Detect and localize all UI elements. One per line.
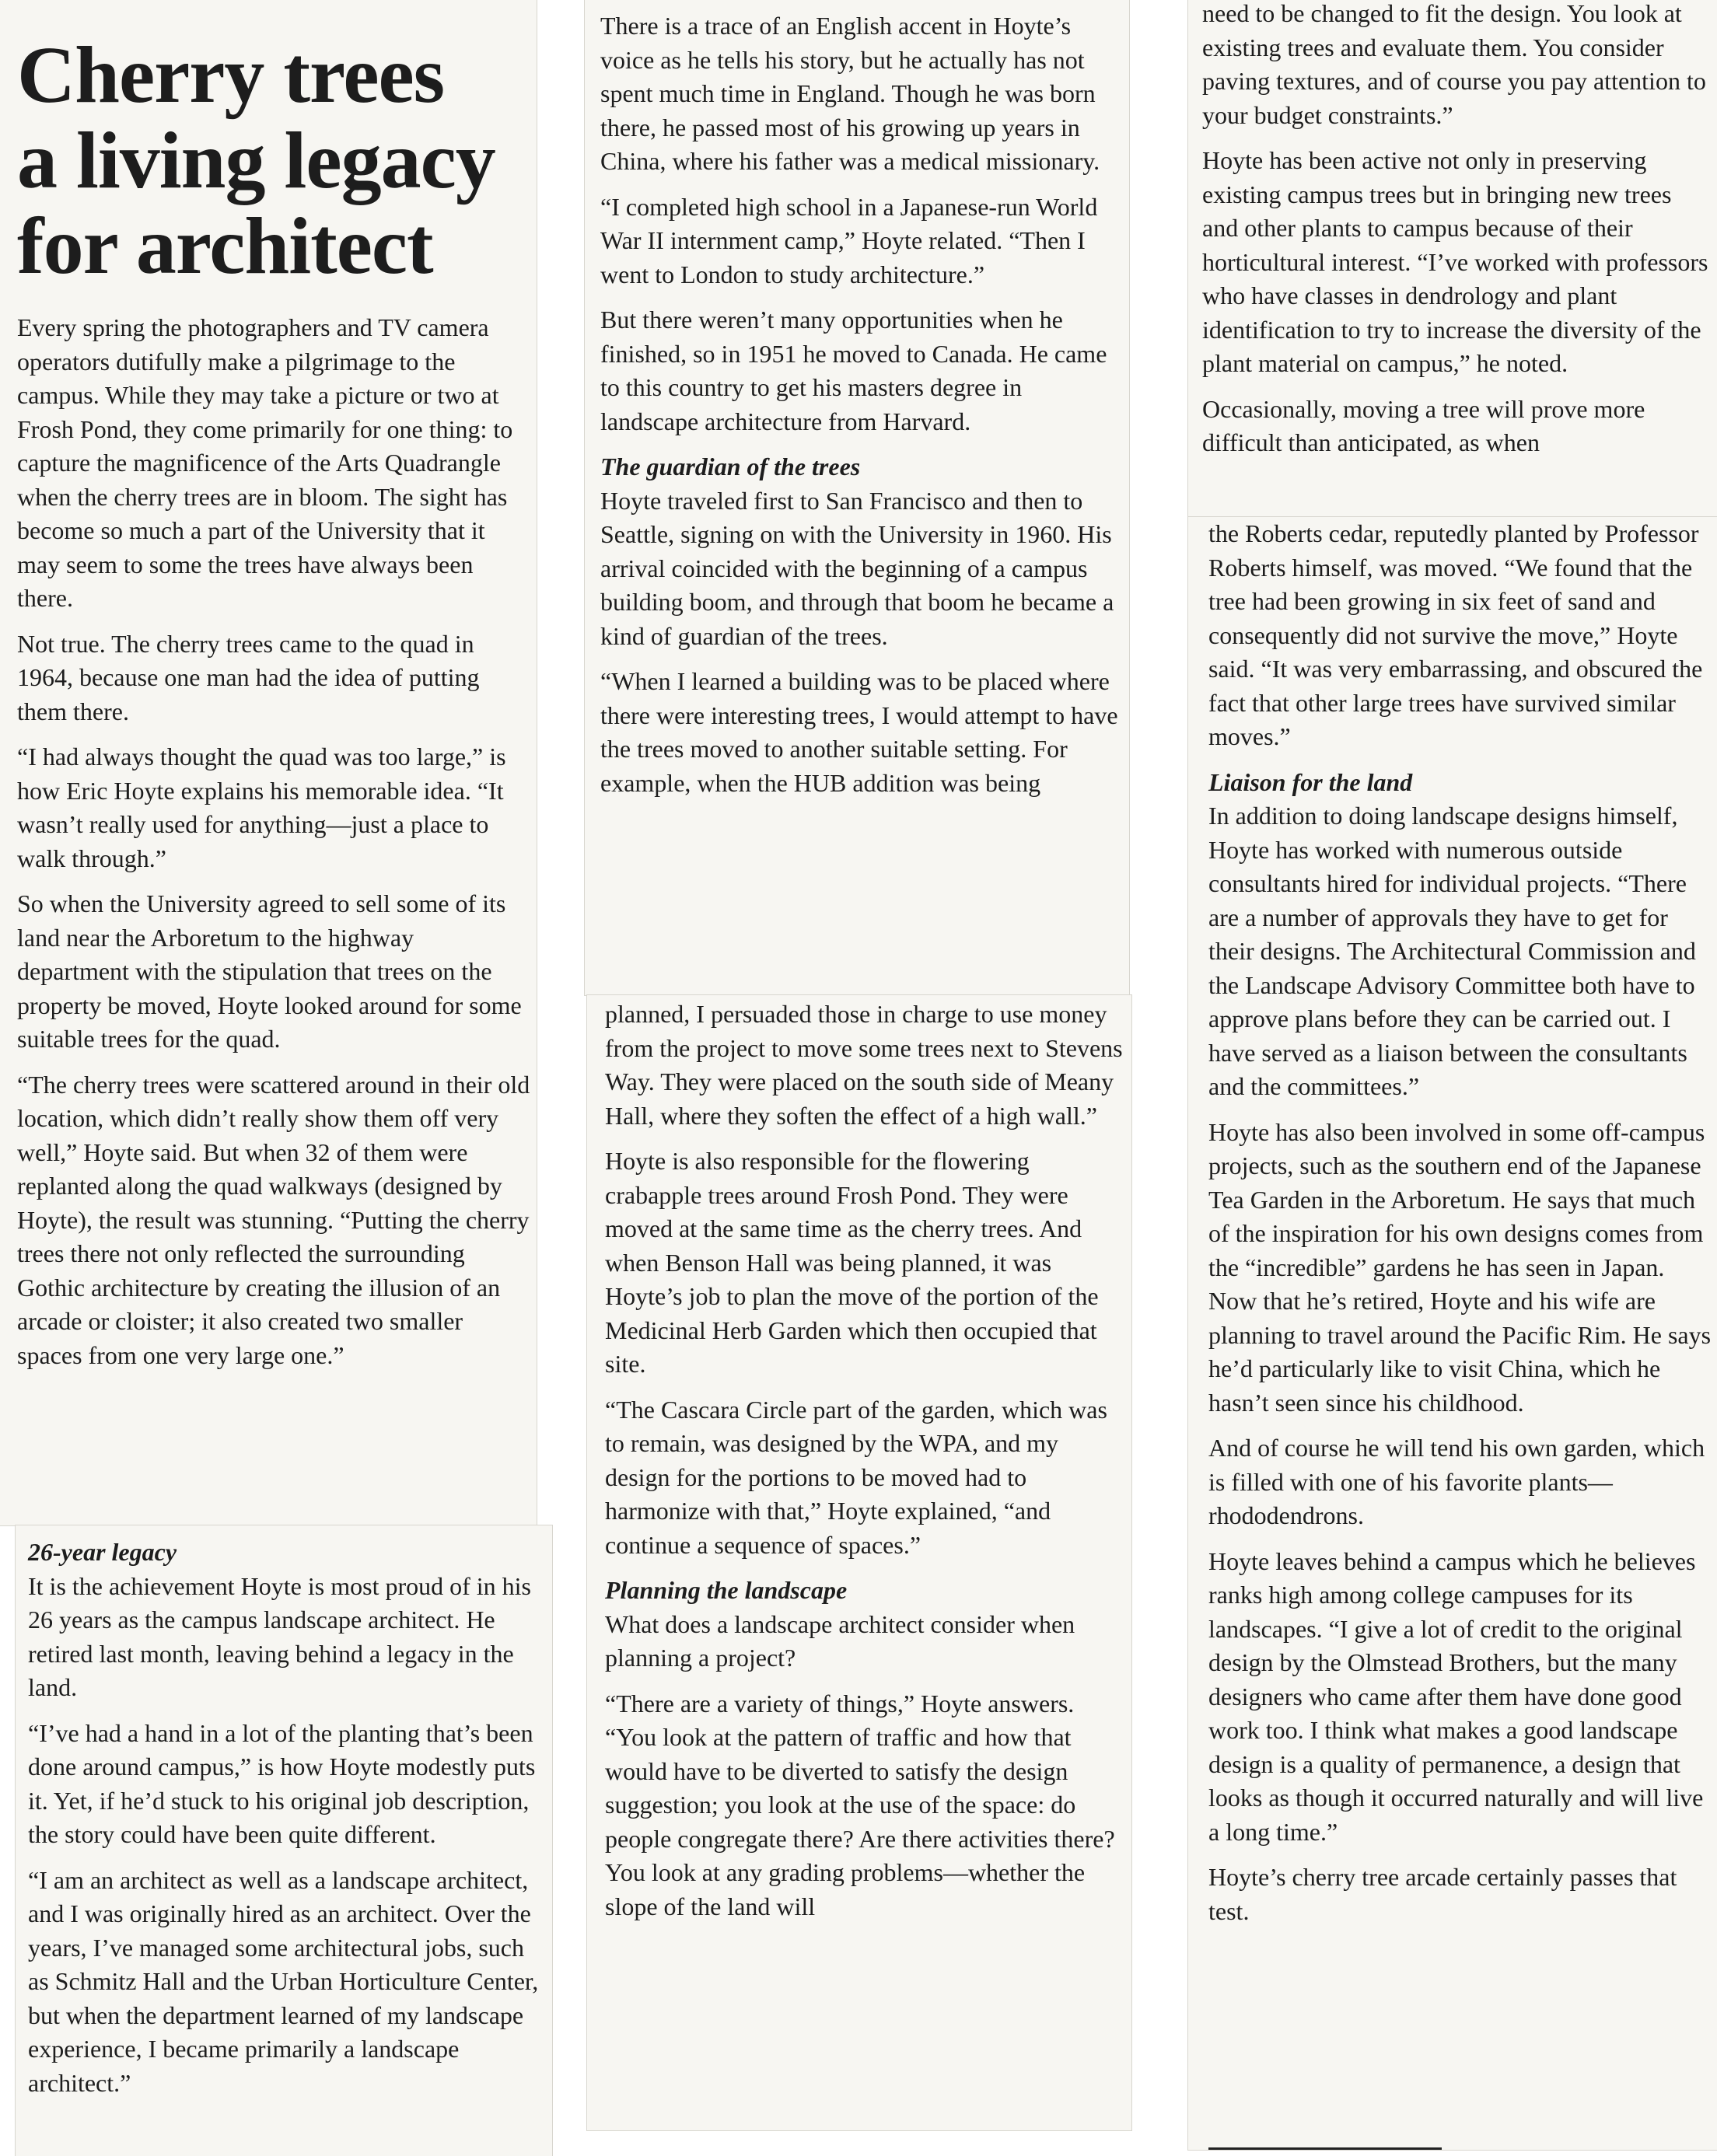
paragraph: “I’ve had a hand in a lot of the planting that’s been done around campus,” is how Hoyte modestly puts it. Yet, if he’d stuck to his original job description, the story could have been quite different.: [28, 1718, 536, 1848]
paragraph: It is the achievement Hoyte is most proud of in his 26 years as the campus landscape architect. He retired last month, leaving behind a legacy in the land.: [28, 1571, 531, 1701]
paragraph: And of course he will tend his own garden, which is filled with one of his favorite plants—rhododendrons.: [1208, 1434, 1705, 1529]
subheading-planning-the-landscape: Planning the landscape: [605, 1576, 848, 1604]
paragraph: Occasionally, moving a tree will prove more difficult than anticipated, as when: [1202, 394, 1645, 456]
paragraph: In addition to doing landscape designs himself, Hoyte has worked with numerous outside consultants hired for individual projects. “There are a number of approvals they have to get for their designs. The Architectural Commission and the Landscape Advisory Committee both have to approve plans before they can be carried out. I have served as a liaison between the consultants and the committees.”: [1208, 802, 1696, 1100]
paragraph: “I completed high school in a Japanese-run World War II internment camp,” Hoyte related. “Then I went to London to study architecture.”: [600, 192, 1098, 288]
column-3: [1202, 0, 1712, 472]
end-rule: [1208, 2147, 1442, 2150]
paragraph: Hoyte traveled first to San Francisco and then to Seattle, signing on with the University in 1960. His arrival coincided with the beginning of a campus building boom, and through that boom he became a kind of guardian of the trees.: [600, 486, 1114, 650]
column-1: [17, 30, 530, 1384]
subheading-26-year-legacy: 26-year legacy: [28, 1538, 177, 1566]
headline: [17, 30, 530, 291]
column-3-continued: [1208, 517, 1712, 1940]
column-2-continued: [605, 998, 1123, 1935]
paragraph: need to be changed to fit the design. You look at existing trees and evaluate them. You consider paving textures, and of course you pay attention to your budget constraints.”: [1202, 0, 1706, 129]
paragraph: “I had always thought the quad was too large,” is how Eric Hoyte explains his memorable idea. “It wasn’t really used for anything—just a place to walk through.”: [17, 743, 506, 872]
paragraph: So when the University agreed to sell some of its land near the Arboretum to the highway department with the stipulation that trees on the property be moved, Hoyte looked around for some suitable trees for the quad.: [17, 889, 522, 1053]
subheading-liaison-for-the-land: Liaison for the land: [1208, 767, 1413, 796]
paragraph: Every spring the photographers and TV camera operators dutifully make a pilgrimage to the campus. While they may take a picture or two at Frosh Pond, they come primarily for one thing: to capture the magnificence of the Arts Quadrangle when the cherry trees are in bloom. The sight has become so much a part of the University that it may seem to some the trees have always been there.: [17, 313, 513, 612]
paragraph: There is a trace of an English accent in Hoyte’s voice as he tells his story, but he actually has not spent much time in England. Though he was born there, he passed most of his growing up years in China, where his father was a medical missionary.: [600, 12, 1100, 175]
paragraph: “The Cascara Circle part of the garden, which was to remain, was designed by the WPA, and my design for the portions to be moved had to harmonize with that,” Hoyte explained, “and continue a sequence of spaces.”: [605, 1395, 1107, 1559]
column-2: [600, 9, 1118, 812]
paragraph: Not true. The cherry trees came to the quad in 1964, because one man had the idea of putting them there.: [17, 629, 480, 725]
paragraph: Hoyte’s cherry tree arcade certainly passes that test.: [1208, 1863, 1677, 1925]
paragraph: Hoyte is also responsible for the flowering crabapple trees around Frosh Pond. They were moved at the same time as the cherry trees. And when Benson Hall was being planned, it was Hoyte’s job to plan the move of the portion of the Medicinal Herb Garden which then occupied that site.: [605, 1147, 1099, 1378]
subheading-guardian-of-the-trees: The guardian of the trees: [600, 453, 861, 480]
paragraph: planned, I persuaded those in charge to use money from the project to move some trees next to Stevens Way. They were placed on the south side of Meany Hall, where they soften the effect of a high wall.”: [605, 1000, 1123, 1130]
column-1-continued: [28, 1536, 541, 2112]
paragraph: the Roberts cedar, reputedly planted by Professor Roberts himself, was moved. “We found that the tree had been growing in six feet of sand and consequently did not survive the move,” Hoyte said. “It was very embarrassing, and obscured the fact that other large trees have survived similar moves.”: [1208, 519, 1703, 750]
paragraph: “There are a variety of things,” Hoyte answers. “You look at the pattern of traffic and how that would have to be diverted to satisfy the design suggestion; you look at the use of the space: do people congregate there? Are there activities there? You look at any grading problems—whether the slope of the land will: [605, 1689, 1115, 1920]
headline-line-1: Cherry trees: [17, 30, 445, 120]
paragraph: “The cherry trees were scattered around in their old location, which didn’t really show them off very well,” Hoyte said. But when 32 of them were replanted along the quad walkways (designed by Hoyte), the result was stunning. “Putting the cherry trees there not only reflected the surrounding Gothic architecture by creating the illusion of an arcade or cloister; it also created two smaller spaces from one very large one.”: [17, 1070, 530, 1369]
paragraph: Hoyte has also been involved in some off-campus projects, such as the southern end of the Japanese Tea Garden in the Arboretum. He says that much of the inspiration for his own designs comes from the “incredible” gardens he has seen in Japan. Now that he’s retired, Hoyte and his wife are planning to travel around the Pacific Rim. He says he’d particularly like to visit China, which he hasn’t seen since his childhood.: [1208, 1117, 1712, 1417]
paragraph: But there weren’t many opportunities when he finished, so in 1951 he moved to Canada. He came to this country to get his masters degree in landscape architecture from Harvard.: [600, 306, 1107, 435]
headline-line-3: for architect: [17, 201, 433, 291]
paragraph: Hoyte leaves behind a campus which he believes ranks high among college campuses for its landscapes. “I give a lot of credit to the original design by the Olmstead Brothers, but the many designers who came after them have done good work too. I think what makes a good landscape design is a quality of permanence, a design that looks as though it occurred naturally and will live a long time.”: [1208, 1546, 1704, 1846]
paragraph: “I am an architect as well as a landscape architect, and I was originally hired as an architect. Over the years, I’ve managed some architectural jobs, such as Schmitz Hall and the Urban Horticulture Center, but when the department learned of my landscape experience, I became primarily a landscape architect.”: [28, 1865, 539, 2097]
paragraph: What does a landscape architect consider when planning a project?: [605, 1609, 1075, 1672]
paragraph: “When I learned a building was to be placed where there were interesting trees, I would attempt to have the trees moved to another suitable setting. For example, when the HUB addition was being: [600, 667, 1118, 797]
paragraph: Hoyte has been active not only in preserving existing campus trees but in bringing new trees and other plants to campus because of their horticultural interest. “I’ve worked with professors who have classes in dendrology and plant identification to try to increase the diversity of the plant material on campus,” he noted.: [1202, 146, 1708, 377]
headline-line-2: a living legacy: [17, 116, 495, 205]
